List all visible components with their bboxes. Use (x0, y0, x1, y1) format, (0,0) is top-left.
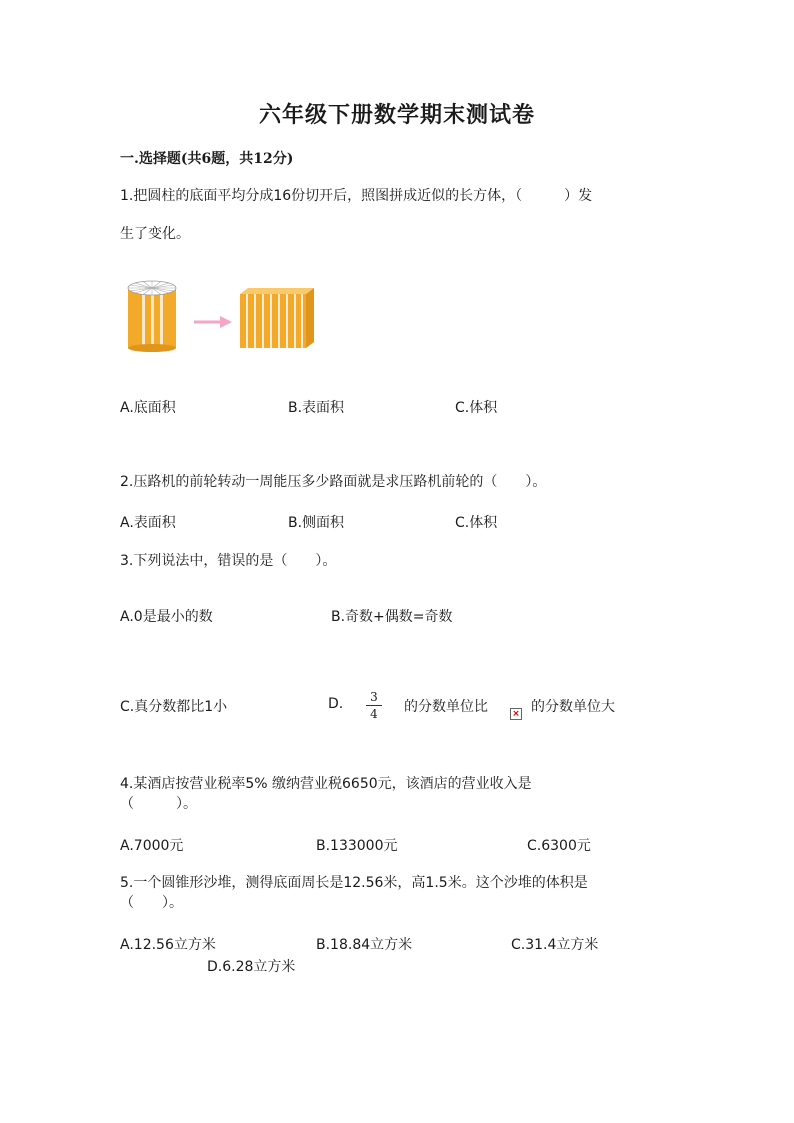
question-3-option-a: A.0是最小的数 (120, 609, 213, 625)
question-4-line-2: （ ）。 (120, 796, 197, 812)
arrow-icon (194, 316, 232, 328)
page-title: 六年级下册数学期末测试卷 (258, 102, 535, 128)
cylinder-to-cuboid-figure (124, 278, 324, 354)
question-5-line-2: （ ）。 (120, 895, 183, 911)
question-4-option-a: A.7000元 (120, 838, 184, 854)
question-1-line-1: 1.把圆柱的底面平均分成16份切开后，照图拼成近似的长方体，（ ）发 (120, 188, 593, 204)
question-3-text: 3.下列说法中，错误的是（ ）。 (120, 553, 337, 569)
fraction-denominator: 4 (370, 707, 378, 721)
fraction-bar (366, 705, 382, 706)
question-3-option-d-end: 的分数单位大 (531, 699, 615, 715)
question-5-line-1: 5.一个圆锥形沙堆，测得底面周长是12.56米，高1.5米。这个沙堆的体积是 (120, 875, 588, 891)
question-2-text: 2.压路机的前轮转动一周能压多少路面就是求压路机前轮的（ ）。 (120, 474, 547, 490)
question-3-option-d-label: D. (328, 696, 344, 712)
question-2-option-b: B.侧面积 (288, 515, 345, 531)
section-heading: 一.选择题(共6题，共12分) (120, 151, 294, 167)
question-2-option-a: A.表面积 (120, 515, 176, 531)
question-4-line-1: 4.某酒店按营业税率5% 缴纳营业税6650元，该酒店的营业收入是 (120, 776, 532, 792)
question-1-option-b: B.表面积 (288, 400, 345, 416)
question-3-option-c: C.真分数都比1小 (120, 699, 228, 715)
question-1-line-2: 生了变化。 (120, 226, 190, 242)
fraction-three-quarters (366, 690, 382, 721)
question-4-option-b: B.133000元 (316, 838, 398, 854)
question-4-option-c: C.6300元 (527, 838, 591, 854)
question-2-option-c: C.体积 (455, 515, 498, 531)
question-5-option-c: C.31.4立方米 (511, 937, 599, 953)
question-5-option-b: B.18.84立方米 (316, 937, 413, 953)
question-1-option-c: C.体积 (455, 400, 498, 416)
question-3-option-d-mid: 的分数单位比 (404, 699, 488, 715)
cuboid-illustration (240, 288, 314, 348)
question-5-option-d: D.6.28立方米 (207, 959, 296, 975)
fraction-numerator: 3 (370, 690, 378, 704)
question-3-option-b: B.奇数+偶数=奇数 (331, 609, 453, 625)
cylinder-illustration (128, 281, 176, 352)
question-1-option-a: A.底面积 (120, 400, 176, 416)
question-5-option-a: A.12.56立方米 (120, 937, 216, 953)
broken-image-icon: × (510, 708, 522, 720)
